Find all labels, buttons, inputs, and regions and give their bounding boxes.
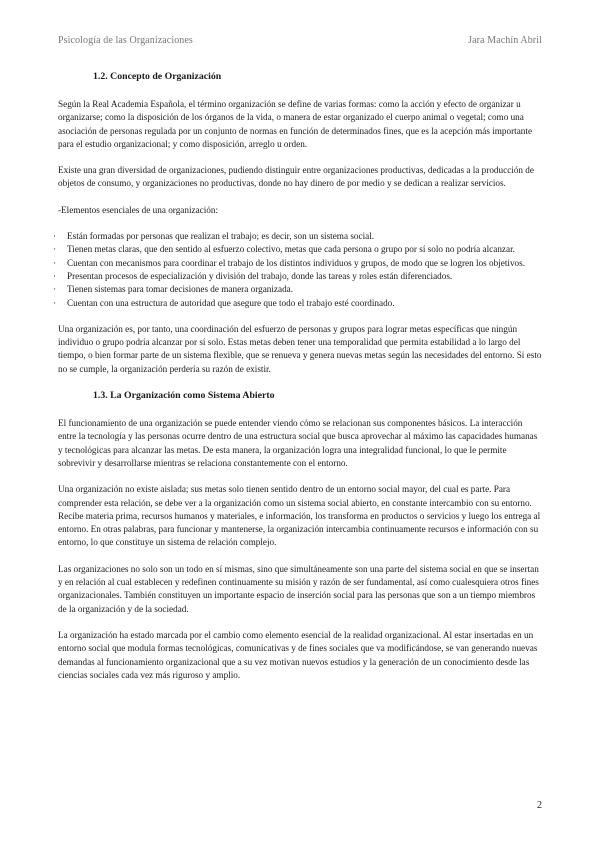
elements-list bbox=[58, 230, 542, 310]
header-author: Jara Machín Abril bbox=[468, 35, 542, 46]
paragraph-cambio: La organización ha estado marcada por el cambio como elemento esencial de la realidad organizacional. Al estar insertadas en un entorno social que modula formas tecnológicas, comunicativas y de fines sociales que va modificándose, se van generando nuevas demandas al funcionamiento organizacional que a su vez motivan nuevos estudios y la generación de un conocimiento desde las ciencias sociales cada vez más riguroso y amplio. bbox=[58, 629, 538, 680]
section-title-concepto: 1.2. Concepto de Organización bbox=[93, 71, 222, 82]
paragraph-coordinacion: Una organización es, por tanto, una coordinación del esfuerzo de personas y grupos para lograr metas específicas que ningún individuo o grupo podría alcanzar por sí solo. Estas metas deben tener una temporalidad que permita estabilidad a lo largo del tiempo, o bien formar parte de un sistema flexible, que se renueva y genera nuevas metas según las necesidades del entorno. Si esto no se cumple, la organización perdería su razón de existir. bbox=[58, 323, 542, 374]
list-item: · Están formadas por personas que realizan el trabajo; es decir, son un sistema social. bbox=[58, 230, 542, 243]
paragraph-definicion: Según la Real Academia Española, el término organización se define de varias formas: como la acción y efecto de organizar u organizarse; como la disposición de los órganos de la vida, o manera de estar organizado el cuerpo animal o vegetal; como una asociación de personas regulada por un conjunto de normas en función de determinados fines, que es la acepción más importante para el estudio organizacional; y como disposición, arreglo u orden. bbox=[58, 99, 533, 149]
paragraph-entorno: Una organización no existe aislada; sus metas solo tienen sentido dentro de un entorno social mayor, del cual es parte. Para comprender esta relación, se debe ver a la organización como un sistema social abierto, en constante intercambio con su entorno. Recibe materia prima, recursos humanos y materiales, e información, los transforma en productos o servicios y luego los entrega al entorno. En otras palabras, para funcionar y mantenerse, la organización intercambia continuamente recursos e información con su entorno, lo que constituye un sistema de relación complejo. bbox=[58, 484, 541, 548]
header-course-title: Psicología de las Organizaciones bbox=[58, 35, 193, 46]
list-intro: -Elementos esenciales de una organización: bbox=[58, 204, 219, 215]
section-title-sistema-abierto: 1.3. La Organización como Sistema Abierto bbox=[93, 390, 275, 402]
page-body bbox=[58, 70, 542, 695]
paragraph-sistema-social: Las organizaciones no solo son un todo en sí mismas, sino que simultáneamente son una parte del sistema social en que se insertan y en relación al cual establecen y redefinen continuamente su misión y razón de ser fundamental, así como cualesquiera otros fines organizacionales. También constituyen un importante espacio de inserción social para las personas que son a un tiempo miembros de la organización y de la sociedad. bbox=[58, 563, 539, 614]
list-item: · Cuentan con una estructura de autoridad que asegure que todo el trabajo esté coordinado. bbox=[58, 297, 542, 310]
list-item: · Tienen sistemas para tomar decisiones de manera organizada. bbox=[58, 283, 542, 296]
list-item: · Cuentan con mecanismos para coordinar el trabajo de los distintos individuos y grupos, de modo que se logren los objetivos. bbox=[58, 257, 542, 270]
list-item: · Presentan procesos de especialización y división del trabajo, donde las tareas y roles están diferenciados. bbox=[58, 270, 542, 283]
list-item: · Tienen metas claras, que den sentido al esfuerzo colectivo, metas que cada persona o grupo por sí solo no podría alcanzar. bbox=[58, 243, 542, 256]
page-number: 2 bbox=[537, 800, 542, 811]
paragraph-diversidad: Existe una gran diversidad de organizaciones, pudiendo distinguir entre organizaciones productivas, dedicadas a la producción de objetos de consumo, y organizaciones no productivas, donde no hay dinero de por medio y se dedican a realizar servicios. bbox=[58, 165, 534, 189]
paragraph-funcionamiento: El funcionamiento de una organización se puede entender viendo cómo se relacionan sus componentes básicos. La interacción entre la tecnología y las personas ocurre dentro de una estructura social que busca aprovechar al máximo las capacidades humanas y tecnológicas para alcanzar las metas. De esta manera, la organización logra una integralidad funcional, lo que le permite sobrevivir y desarrollarse mientras se relaciona constantemente con el entorno. bbox=[58, 418, 538, 468]
